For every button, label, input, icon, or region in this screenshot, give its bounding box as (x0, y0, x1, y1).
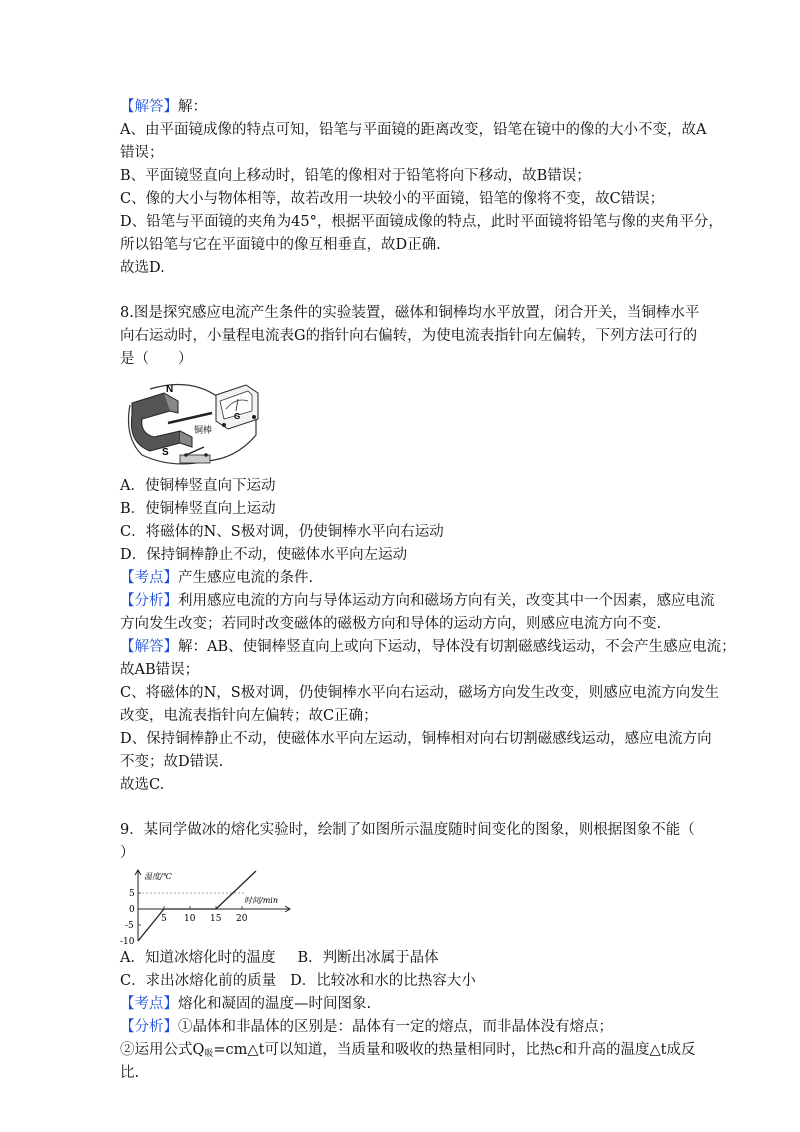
jieda-tag: 【解答】 (120, 639, 178, 655)
y-tick-label: 0 (129, 905, 135, 915)
fenxi-tag: 【分析】 (120, 593, 178, 609)
question-8-text: 是（ ） (120, 351, 193, 367)
question-9-text: ） (120, 845, 135, 861)
question-8-text: 8.图是探究感应电流产生条件的实验装置，磁体和铜棒均水平放置，闭合开关，当铜棒水平 (120, 305, 700, 321)
jieda-line: 改变，电流表指针向左偏转；故C正确； (120, 708, 378, 724)
induction-apparatus-figure (120, 375, 270, 467)
jieda-line: 故选C. (120, 777, 165, 793)
answer-line: 错误； (120, 145, 164, 161)
fenxi-tag: 【分析】 (120, 1019, 178, 1035)
kaodian-tag: 【考点】 (120, 996, 178, 1012)
option-d: D．保持铜棒静止不动，使磁体水平向左运动 (120, 547, 408, 563)
chart-xlabel: 时间/min (244, 896, 278, 905)
fenxi-row: 【分析】利用感应电流的方向与导体运动方向和磁场方向有关，改变其中一个因素，感应电流 (120, 593, 715, 609)
x-tick-label: 10 (184, 914, 196, 924)
option-b: B．判断出冰属于晶体 (297, 950, 439, 966)
option-a: A．使铜棒竖直向下运动 (120, 478, 276, 494)
jieda-line: C、将磁体的N，S极对调，仍使铜棒水平向右运动，磁场方向发生改变，则感应电流方向发生 (120, 685, 720, 701)
answer-line: 故选D. (120, 260, 165, 276)
answer-line: B、平面镜竖直向上移动时，铅笔的像相对于铅笔将向下移动，故B错误； (120, 168, 591, 184)
jieda-line: D、保持铜棒静止不动，使磁体水平向左运动，铜棒相对向右切割磁感线运动，感应电流方向 (120, 731, 712, 747)
pole-n-label: N (166, 384, 174, 395)
question-9-text: 9．某同学做冰的熔化实验时，绘制了如图所示温度随时间变化的图象，则根据图象不能（ (120, 822, 695, 838)
temperature-curve (138, 871, 256, 941)
option-row (120, 970, 690, 993)
y-tick-label: 5 (129, 889, 135, 899)
x-tick-label: 15 (210, 914, 222, 924)
galvanometer-label: G (234, 412, 241, 421)
answer-heading: 【解答】解： (120, 99, 207, 115)
option-row (120, 947, 690, 970)
kaodian-row: 【考点】熔化和凝固的温度—时间图象. (120, 996, 372, 1012)
question-8-text: 向右运动时，小量程电流表G的指针向右偏转，为使电流表指针向左偏转，下列方法可行的 (120, 328, 698, 344)
fenxi-row: 【分析】①晶体和非晶体的区别是：晶体有一定的熔点，而非晶体没有熔点； (120, 1019, 613, 1035)
answer-line: C、像的大小与物体相等，故若改用一块较小的平面镜，铅笔的像将不变，故C错误； (120, 191, 665, 207)
jieda-line: 不变；故D错误. (120, 754, 224, 770)
option-d: D．比较冰和水的比热容大小 (290, 973, 476, 989)
x-tick-label: 20 (236, 914, 248, 924)
answer-line: D、铅笔与平面镜的夹角为45°，根据平面镜成像的特点，此时平面镜将铅笔与像的夹角平分， (120, 214, 723, 230)
rod-label: 铜棒 (194, 426, 213, 436)
option-c: C．将磁体的N、S极对调，仍使铜棒水平向右运动 (120, 524, 444, 540)
answer-line: 所以铅笔与它在平面镜中的像互相垂直，故D正确. (120, 237, 441, 253)
jieda-line: 故AB错误； (120, 662, 200, 678)
x-tick-label: 5 (161, 914, 167, 924)
jieda-row: 【解答】解：AB、使铜棒竖直向上或向下运动，导体没有切割磁感线运动，不会产生感应电流； (120, 639, 736, 655)
kaodian-tag: 【考点】 (120, 570, 178, 586)
melting-graph-figure (120, 867, 300, 945)
formula-subscript: 吸 (204, 1049, 214, 1059)
formula-line-end: 比. (120, 1065, 140, 1081)
answer-line: A、由平面镜成像的特点可知，铅笔与平面镜的距离改变，铅笔在镜中的像的大小不变，故A (120, 122, 707, 138)
pole-s-label: S (162, 447, 169, 458)
option-c: C．求出冰熔化前的质量 (120, 973, 277, 989)
y-tick-label: -10 (120, 937, 135, 945)
kaodian-row: 【考点】产生感应电流的条件. (120, 570, 314, 586)
fenxi-line: 方向发生改变；若同时改变磁体的磁极方向和导体的运动方向，则感应电流方向不变. (120, 616, 662, 632)
document-page (120, 96, 736, 1085)
formula-line: ②运用公式$Q_吸=cm\triangle t$可以知道，当质量和吸收的热量相同时，比热c和升高的温度△t成反 (120, 1042, 696, 1059)
chart-ylabel: 温度/℃ (144, 872, 172, 881)
option-b: B．使铜棒竖直向上运动 (120, 501, 276, 517)
option-a: A．知道冰熔化时的温度 (120, 950, 276, 966)
answer-tag: 【解答】 (120, 99, 178, 115)
y-tick-label: -5 (125, 921, 134, 931)
